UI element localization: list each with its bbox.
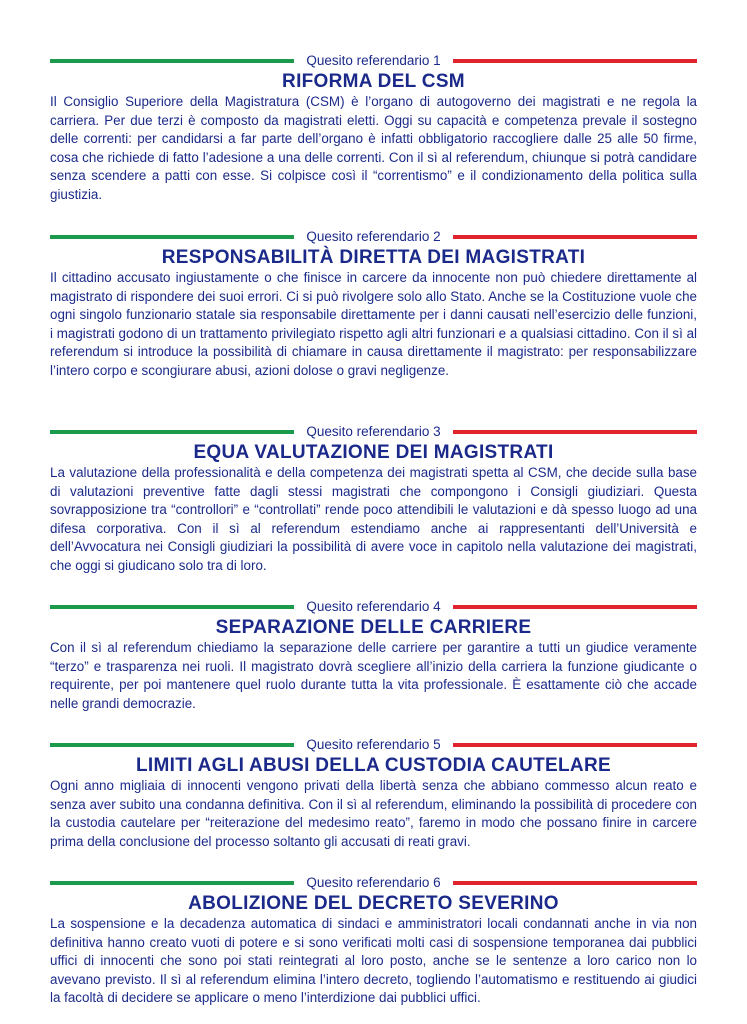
section-1 bbox=[50, 52, 697, 205]
red-rule bbox=[453, 605, 697, 609]
section-title: SEPARAZIONE DELLE CARRIERE bbox=[215, 617, 532, 638]
section-divider bbox=[50, 736, 697, 754]
section-title: ABOLIZIONE DEL DECRETO SEVERINO bbox=[188, 893, 559, 914]
section-label: Quesito referendario 2 bbox=[306, 229, 441, 244]
section-label: Quesito referendario 1 bbox=[306, 53, 441, 68]
section-title: EQUA VALUTAZIONE DEI MAGISTRATI bbox=[193, 442, 554, 463]
red-rule bbox=[453, 235, 697, 239]
green-rule bbox=[50, 881, 294, 885]
section-label: Quesito referendario 4 bbox=[306, 599, 441, 614]
red-rule bbox=[453, 59, 697, 63]
section-body: Con il sì al referendum chiediamo la separazione delle carriere per garantire a tutti un giudice veramente “terzo” e trasparenza nei ruoli. Il magistrato dovrà scegliere all’inizio della carriera la funzione giudicante o requirente, per poi mantenere quel ruolo durante tutta la vita professionale. È esattamente ciò che accade nelle grandi democrazie. bbox=[50, 640, 697, 711]
section-divider bbox=[50, 52, 697, 70]
section-3 bbox=[50, 423, 697, 576]
section-label: Quesito referendario 3 bbox=[306, 424, 441, 439]
red-rule bbox=[453, 881, 697, 885]
green-rule bbox=[50, 235, 294, 239]
section-divider bbox=[50, 874, 697, 892]
section-label: Quesito referendario 6 bbox=[306, 875, 441, 890]
green-rule bbox=[50, 605, 294, 609]
section-body: La valutazione della professionalità e della competenza dei magistrati spetta al CSM, che decide sulla base di valutazioni preventive fatte dagli stessi magistrati che compongono i Consigli giudiziari. Questa sovrapposizione tra “controllori” e “controllati” rende poco attendibili le valutazioni e dà spesso luogo ad una difesa corporativa. Con il sì al referendum estendiamo anche ai rappresentanti dell’Università e dell’Avvocatura nei Consigli giudiziari la possibilità di avere voce in capitolo nella valutazione dei magistrati, che oggi si giudicano solo tra di loro. bbox=[50, 465, 697, 573]
section-body: Ogni anno migliaia di innocenti vengono privati della libertà senza che abbiano commesso alcun reato e senza aver subito una condanna definitiva. Con il sì al referendum, eliminando la possibilità di procedere con la custodia cautelare per “reiterazione del medesimo reato”, faremo in modo che possano finire in carcere prima della conclusione del processo soltanto gli accusati di reati gravi. bbox=[50, 778, 697, 849]
section-6 bbox=[50, 874, 697, 1008]
green-rule bbox=[50, 59, 294, 63]
section-title: RESPONSABILITÀ DIRETTA DEI MAGISTRATI bbox=[161, 247, 586, 268]
red-rule bbox=[453, 743, 697, 747]
section-body: Il cittadino accusato ingiustamente o che finisce in carcere da innocente non può chiedere direttamente al magistrato di rispondere dei suoi errori. Ci si può rivolgere solo allo Stato. Anche se la Costituzione vuole che ogni singolo funzionario statale sia responsabile direttamente per i danni causati nell’esercizio delle funzioni, i magistrati godono di un trattamento privilegiato rispetto agli altri funzionari e a qualsiasi cittadino. Con il sì al referendum si introduce la possibilità di chiamare in causa direttamente il magistrato: per responsabilizzare l’intero corpo e scongiurare abusi, azioni dolose o gravi negligenze. bbox=[50, 270, 697, 378]
section-4 bbox=[50, 598, 697, 713]
section-2 bbox=[50, 228, 697, 381]
green-rule bbox=[50, 430, 294, 434]
section-body: La sospensione e la decadenza automatica di sindaci e amministratori locali condannati anche in via non definitiva hanno creato vuoti di potere e si sono verificati molti casi di sospensione temporanea dai pubblici uffici di innocenti che sono poi stati reintegrati al loro posto, anche se le sentenze a loro carico non lo avevano previsto. Il sì al referendum elimina l’intero decreto, togliendo l’automatismo e restituendo ai giudici la facoltà di decidere se applicare o meno l’interdizione dai pubblici uffici. bbox=[50, 916, 697, 1006]
section-label: Quesito referendario 5 bbox=[306, 737, 441, 752]
section-title: RIFORMA DEL CSM bbox=[282, 71, 465, 92]
section-divider bbox=[50, 228, 697, 246]
green-rule bbox=[50, 743, 294, 747]
section-title: LIMITI AGLI ABUSI DELLA CUSTODIA CAUTELARE bbox=[136, 755, 611, 776]
red-rule bbox=[453, 430, 697, 434]
section-divider bbox=[50, 423, 697, 441]
section-divider bbox=[50, 598, 697, 616]
section-body: Il Consiglio Superiore della Magistratura (CSM) è l’organo di autogoverno dei magistrati e ne regola la carriera. Per due terzi è composto da magistrati eletti. Oggi su capacità e competenza prevale il sostegno delle correnti: per candidarsi a far parte dell’organo è infatti obbligatorio raccogliere dalle 25 alle 50 firme, cosa che richiede di fatto l’adesione a una delle correnti. Con il sì al referendum, chiunque si potrà candidare senza scendere a patti con esse. Si colpisce così il “correntismo” e il condizionamento della politica sulla giustizia. bbox=[50, 94, 697, 202]
section-5 bbox=[50, 736, 697, 851]
